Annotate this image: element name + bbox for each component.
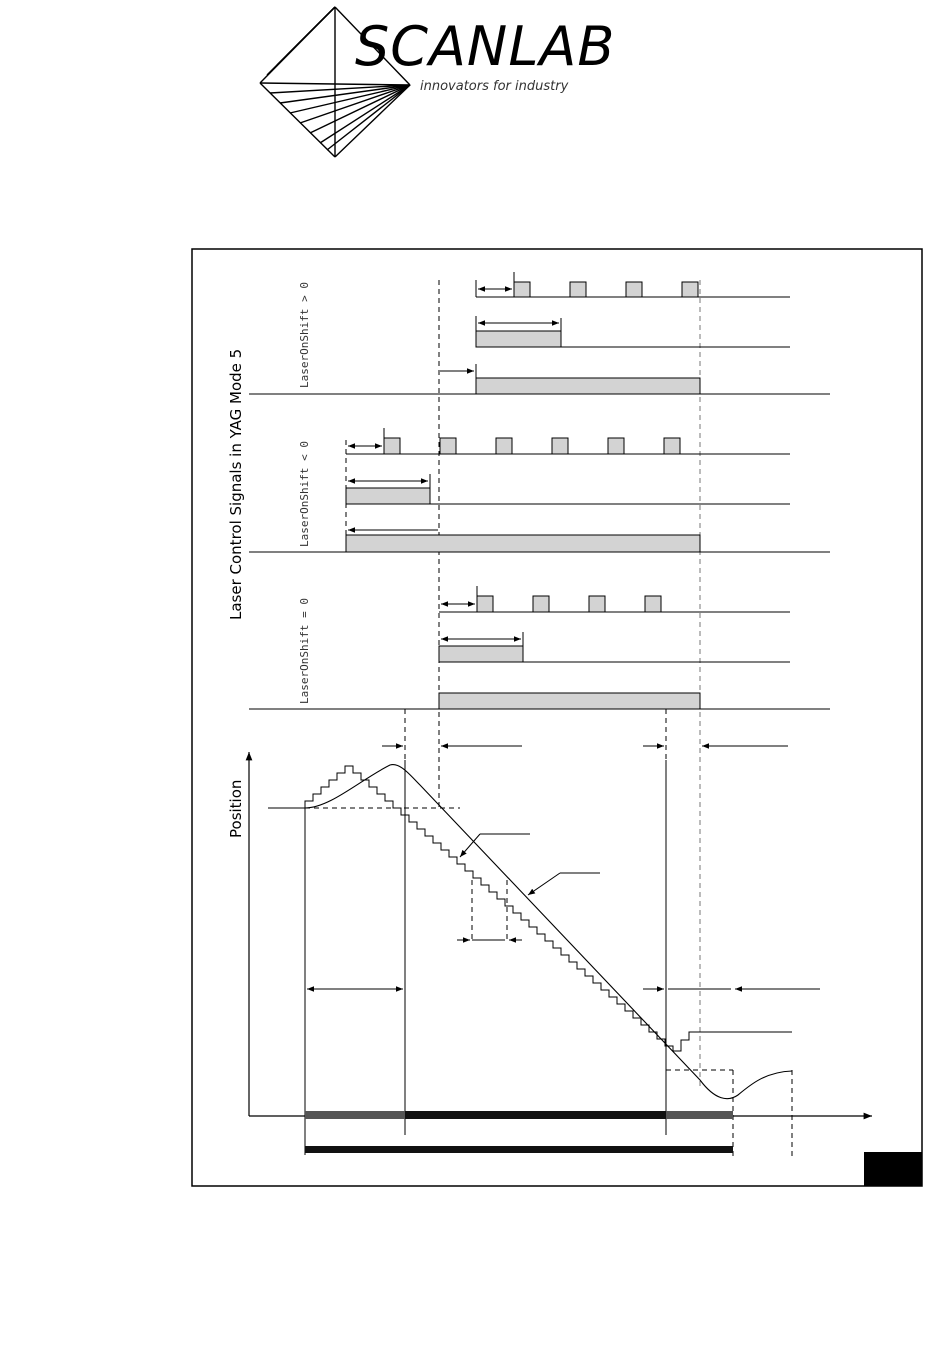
first-pulse-bar bbox=[476, 331, 561, 347]
section-label-zero: LaserOnShift = 0 bbox=[298, 598, 311, 704]
section-zero bbox=[439, 586, 790, 709]
section-negative bbox=[346, 428, 790, 552]
figure-title: Laser Control Signals in YAG Mode 5 bbox=[227, 348, 245, 620]
pulse bbox=[664, 438, 680, 454]
pulse bbox=[570, 282, 586, 297]
laser-on-bar bbox=[439, 693, 700, 709]
pulse bbox=[496, 438, 512, 454]
section-label-negative: LaserOnShift < 0 bbox=[298, 441, 311, 547]
laser-on-bar bbox=[476, 378, 700, 394]
dashed-markers bbox=[305, 280, 792, 1160]
logo-tagline: innovators for industry bbox=[420, 79, 569, 94]
pulse bbox=[552, 438, 568, 454]
first-pulse-bar bbox=[346, 488, 430, 504]
marking-phase-bar bbox=[405, 1111, 666, 1119]
pulse bbox=[608, 438, 624, 454]
pulse bbox=[645, 596, 661, 612]
figure-tab bbox=[864, 1152, 922, 1186]
logo-wordmark: SCANLAB bbox=[355, 15, 616, 78]
pulse bbox=[589, 596, 605, 612]
laser-on-bar bbox=[346, 535, 700, 552]
total-duration-bar bbox=[305, 1146, 733, 1153]
position-plot bbox=[249, 746, 872, 1155]
position-axis-label: Position bbox=[227, 779, 245, 838]
actual-position-curve bbox=[268, 765, 792, 1099]
pulse bbox=[626, 282, 642, 297]
first-pulse-bar bbox=[439, 646, 523, 662]
section-positive bbox=[440, 272, 790, 394]
pulse bbox=[682, 282, 698, 297]
pulse bbox=[440, 438, 456, 454]
pulse bbox=[514, 282, 530, 297]
section-label-positive: LaserOnShift > 0 bbox=[298, 282, 311, 388]
pulse bbox=[533, 596, 549, 612]
deceleration-phase-bar bbox=[666, 1111, 733, 1119]
pulse bbox=[384, 438, 400, 454]
command-staircase bbox=[268, 766, 792, 1051]
acceleration-phase-bar bbox=[305, 1111, 405, 1119]
pulse bbox=[477, 596, 493, 612]
